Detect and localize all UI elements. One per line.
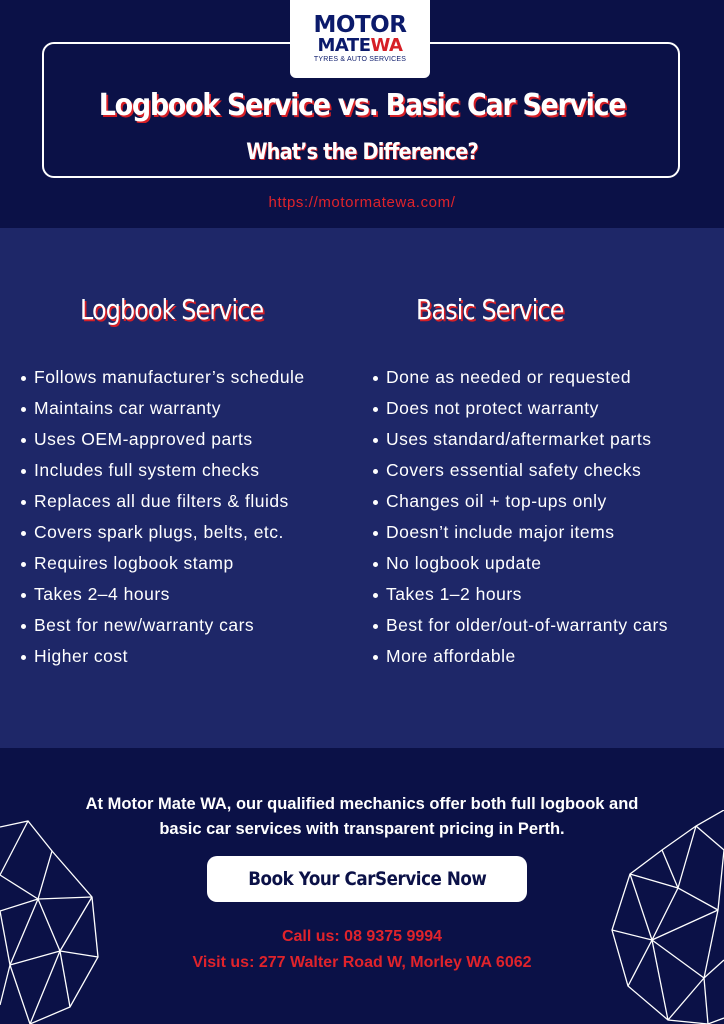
list-item: Includes full system checks <box>20 455 365 486</box>
logo-line2 <box>290 36 430 55</box>
basic-service-list <box>372 362 724 672</box>
list-item: Requires logbook stamp <box>20 548 365 579</box>
description-line: At Motor Mate WA, our qualified mechanics offer both full logbook and <box>85 795 639 813</box>
phone-contact[interactable]: Call us: 08 9375 9994 <box>281 928 443 945</box>
logo-line2-main: MATE <box>317 35 371 56</box>
book-service-button[interactable] <box>207 856 527 902</box>
list-item: Replaces all due filters & fluids <box>20 486 365 517</box>
list-item: Maintains car warranty <box>20 393 365 424</box>
logbook-service-list <box>20 362 365 672</box>
list-item: Done as needed or requested <box>372 362 724 393</box>
list-item: Doesn’t include major items <box>372 517 724 548</box>
page-title: Logbook Service vs. Basic Car Service <box>98 88 626 123</box>
geometric-decoration-left-icon <box>0 815 110 1024</box>
book-service-button-label: Book Your CarService Now <box>247 868 487 890</box>
logo-line1: MOTOR <box>313 12 407 38</box>
list-item: Does not protect warranty <box>372 393 724 424</box>
list-item: Takes 1–2 hours <box>372 579 724 610</box>
address-contact: Visit us: 277 Walter Road W, Morley WA 6062 <box>192 954 532 971</box>
logo-tagline: TYRES & AUTO SERVICES <box>313 56 407 63</box>
list-item: Uses standard/aftermarket parts <box>372 424 724 455</box>
list-item: Covers essential safety checks <box>372 455 724 486</box>
logbook-service-heading: Logbook Service <box>80 293 264 326</box>
logo-line2-accent: WA <box>370 35 403 56</box>
list-item: Changes oil + top-ups only <box>372 486 724 517</box>
geometric-decoration-right-icon <box>608 810 724 1024</box>
list-item: Best for new/warranty cars <box>20 610 365 641</box>
list-item: Takes 2–4 hours <box>20 579 365 610</box>
list-item: Uses OEM-approved parts <box>20 424 365 455</box>
motor-mate-logo[interactable] <box>290 0 430 78</box>
list-item: More affordable <box>372 641 724 672</box>
list-item: Best for older/out-of-warranty cars <box>372 610 724 641</box>
list-item: No logbook update <box>372 548 724 579</box>
list-item: Follows manufacturer’s schedule <box>20 362 365 393</box>
description-line: basic car services with transparent pricing in Perth. <box>159 820 565 838</box>
closing-description <box>0 792 724 842</box>
list-item: Higher cost <box>20 641 365 672</box>
basic-service-heading: Basic Service <box>416 293 564 326</box>
website-link[interactable]: https://motormatewa.com/ <box>268 194 456 211</box>
page-subtitle: What’s the Difference? <box>246 140 478 165</box>
list-item: Covers spark plugs, belts, etc. <box>20 517 365 548</box>
